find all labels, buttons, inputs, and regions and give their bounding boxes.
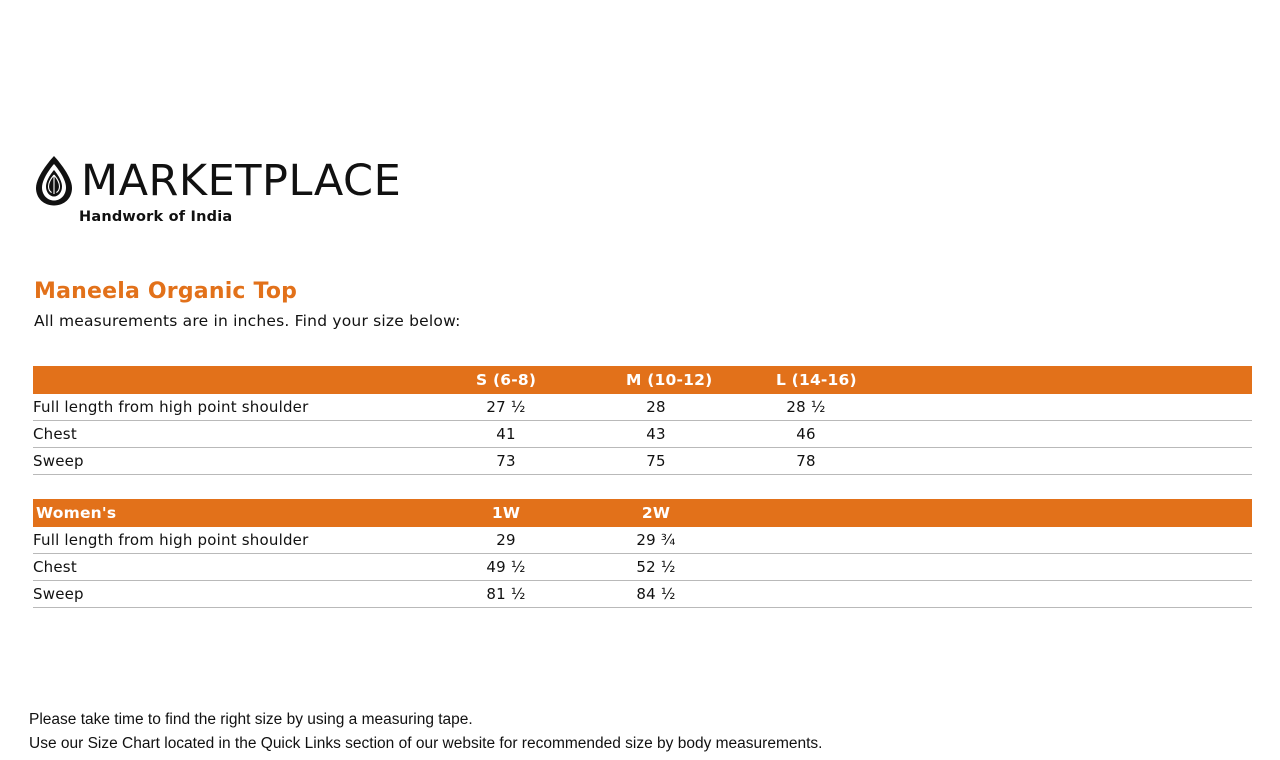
- table-row: [33, 394, 1252, 421]
- row-label: Full length from high point shoulder: [33, 394, 476, 421]
- header-text: L (14-16): [776, 371, 857, 389]
- table-row: [33, 581, 1252, 608]
- standard-size-table: [33, 366, 1252, 475]
- header-text: S (6-8): [476, 371, 537, 389]
- row-value: [626, 581, 1252, 608]
- row-label: Sweep: [33, 448, 476, 475]
- brand-name: MARKETPLACE: [81, 155, 402, 206]
- leaf-teardrop-icon: [33, 155, 75, 207]
- row-value: [776, 394, 1252, 421]
- row-label: Chest: [33, 554, 476, 581]
- table-header-cell: [476, 499, 626, 527]
- logo-row: [33, 155, 433, 207]
- row-label: Full length from high point shoulder: [33, 527, 476, 554]
- row-value: [626, 394, 776, 421]
- row-value: [626, 421, 776, 448]
- table-row: [33, 448, 1252, 475]
- value-text: 84 ½: [636, 585, 676, 603]
- value-text: 43: [646, 425, 666, 443]
- value-text: 52 ½: [636, 558, 676, 576]
- table-header-cell: [776, 366, 1252, 394]
- row-value: [626, 527, 1252, 554]
- footer-line-2: Use our Size Chart located in the Quick Links section of our website for recommended size by body measurements.: [29, 735, 823, 752]
- womens-size-table: [33, 499, 1252, 608]
- value-text: 81 ½: [486, 585, 526, 603]
- row-value: [776, 421, 1252, 448]
- row-value: [476, 581, 626, 608]
- value-text: 49 ½: [486, 558, 526, 576]
- table-row: [33, 527, 1252, 554]
- footer-line-1: Please take time to find the right size by using a measuring tape.: [29, 711, 473, 728]
- page-title: Maneela Organic Top: [34, 279, 298, 304]
- value-text: 78: [796, 452, 816, 470]
- value-text: 27 ½: [486, 398, 526, 416]
- row-value: [476, 527, 626, 554]
- header-text: 1W: [491, 504, 521, 522]
- table-header-cell: [626, 499, 1252, 527]
- table-header-cell: [626, 366, 776, 394]
- table-header-cell: Women's: [33, 499, 476, 527]
- value-text: 73: [496, 452, 516, 470]
- row-value: [626, 448, 776, 475]
- value-text: 28 ½: [786, 398, 826, 416]
- brand-logo: [33, 155, 433, 225]
- value-text: 29 ¾: [636, 531, 676, 549]
- page-subtitle: All measurements are in inches. Find your size below:: [34, 312, 461, 330]
- row-value: [476, 394, 626, 421]
- footer-note: [29, 708, 822, 756]
- value-text: 28: [646, 398, 666, 416]
- table-row: [33, 554, 1252, 581]
- value-text: 41: [496, 425, 516, 443]
- value-text: 29: [496, 531, 516, 549]
- brand-tagline: Handwork of India: [79, 209, 233, 225]
- table-header-cell: [476, 366, 626, 394]
- table-header-row: [33, 499, 1252, 527]
- row-value: [626, 554, 1252, 581]
- table-header-cell: [33, 366, 476, 394]
- row-value: [776, 448, 1252, 475]
- row-value: [476, 421, 626, 448]
- header-text: M (10-12): [626, 371, 713, 389]
- table-row: [33, 421, 1252, 448]
- value-text: 46: [796, 425, 816, 443]
- table-header-row: [33, 366, 1252, 394]
- row-value: [476, 448, 626, 475]
- header-text: 2W: [641, 504, 671, 522]
- row-value: [476, 554, 626, 581]
- value-text: 75: [646, 452, 666, 470]
- row-label: Sweep: [33, 581, 476, 608]
- row-label: Chest: [33, 421, 476, 448]
